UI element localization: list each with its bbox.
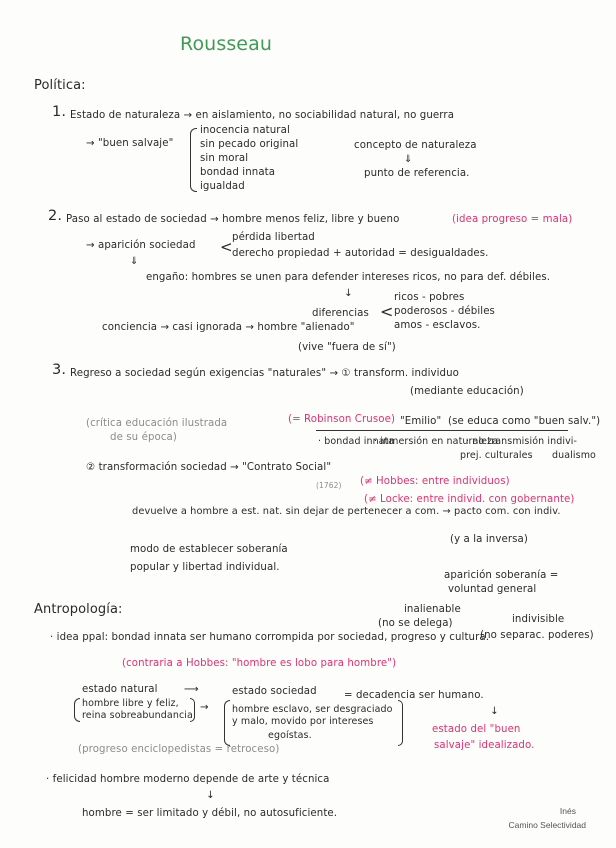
- item-number-3: 3.: [52, 362, 67, 378]
- no-separac-poderes: (no separac. poderes): [480, 630, 594, 641]
- year-label: (1762): [316, 481, 342, 490]
- down-arrow-icon: ↓: [344, 288, 353, 299]
- hobbes-note: (≠ Hobbes: entre individuos): [360, 476, 510, 487]
- mediante-educacion: (mediante educación): [410, 386, 524, 397]
- down-arrow-icon: ⇓: [404, 154, 413, 165]
- item-number-2: 2.: [48, 208, 63, 224]
- bracket-line: [316, 430, 568, 431]
- list-item: inocencia natural: [200, 125, 290, 136]
- derecho-propiedad: derecho propiedad + autoridad = desigualdades.: [232, 248, 489, 259]
- down-arrow-icon: ↓: [206, 790, 215, 801]
- hombre-libre: hombre libre y feliz,: [82, 698, 179, 709]
- angle-bracket-icon: <: [380, 302, 394, 321]
- paso-sociedad-text: Paso al estado de sociedad → hombre menos feliz, libre y bueno: [66, 214, 400, 225]
- left-bracket: [224, 700, 230, 746]
- right-bracket: [190, 698, 195, 722]
- conciencia-text: conciencia → casi ignorada → hombre "alienado": [102, 322, 355, 333]
- idea-progreso-mala: (idea progreso = mala): [452, 214, 573, 225]
- down-arrow-icon: ↓: [490, 706, 499, 717]
- estado-natural: estado natural: [82, 684, 158, 695]
- emilio-title: "Emilio": [400, 416, 442, 427]
- critica-educacion-2: de su época): [110, 432, 177, 443]
- hombre-limitado: hombre = ser limitado y débil, no autosuficiente.: [82, 808, 338, 819]
- engano-text: engaño: hombres se unen para defender intereses ricos, no para def. débiles.: [146, 272, 551, 283]
- left-bracket: [74, 698, 80, 722]
- reina-sobreabundancia: reina sobreabundancia: [82, 710, 193, 721]
- list-item: sin pecado original: [200, 139, 299, 150]
- diferencias-label: diferencias: [312, 308, 369, 319]
- angle-bracket-icon: <: [220, 238, 233, 256]
- list-item: · inmersión en naturaleza: [374, 436, 499, 447]
- y-malo: y malo, movido por intereses: [232, 716, 374, 727]
- contraria-hobbes: (contraria a Hobbes: "hombre es lobo para hombre"): [122, 658, 397, 669]
- voluntad-general: voluntad general: [448, 584, 537, 595]
- decadencia-text: = decadencia ser humano.: [344, 690, 484, 701]
- buen-salvaje-label: → "buen salvaje": [86, 138, 174, 149]
- list-item: bondad innata: [200, 167, 276, 178]
- perdida-libertad: pérdida libertad: [232, 232, 315, 243]
- devuelve-text: devuelve a hombre a est. nat. sin dejar de pertenecer a com. → pacto com. con indiv.: [132, 506, 561, 517]
- estado-buen-salvaje: estado del "buen: [432, 724, 521, 735]
- punto-referencia: punto de referencia.: [364, 168, 470, 179]
- felicidad-text: · felicidad hombre moderno depende de arte y técnica: [46, 774, 330, 785]
- list-item: · bondad innata: [318, 436, 395, 447]
- list-item: dualismo: [552, 450, 596, 461]
- list-item: prej. culturales: [460, 450, 533, 461]
- aparicion-soberania: aparición soberanía =: [444, 570, 559, 581]
- brand-name: Camino Selectividad: [508, 820, 586, 830]
- item-number-1: 1.: [52, 104, 67, 120]
- author-name: Inés: [559, 806, 576, 816]
- modo-soberania: modo de establecer soberanía: [130, 544, 288, 555]
- critica-educacion: (crítica educación ilustrada: [86, 418, 228, 429]
- list-item: amos - esclavos.: [394, 320, 481, 331]
- indivisible: indivisible: [512, 614, 565, 625]
- section-heading-antropologia: Antropología:: [34, 602, 123, 617]
- list-item: ricos - pobres: [394, 292, 465, 303]
- list-item: poderosos - débiles: [394, 306, 495, 317]
- inversa-text: (y a la inversa): [450, 534, 528, 545]
- arrow-icon: →: [200, 702, 209, 713]
- list-item: · no transmisión indivi-: [466, 436, 578, 447]
- inalienable: inalienable: [404, 604, 461, 615]
- down-arrow-icon: ⇓: [130, 256, 139, 267]
- salvaje-idealizado: salvaje" idealizado.: [434, 740, 535, 751]
- emilio-note: (se educa como "buen salv."): [448, 416, 601, 427]
- locke-note: (≠ Locke: entre individ. con gobernante): [364, 494, 575, 505]
- concepto-naturaleza: concepto de naturaleza: [354, 140, 477, 151]
- vive-fuera: (vive "fuera de sí"): [298, 342, 396, 353]
- aparicion-sociedad: → aparición sociedad: [86, 240, 196, 251]
- estado-naturaleza-text: Estado de naturaleza → en aislamiento, no sociabilidad natural, no guerra: [70, 110, 455, 121]
- transformacion-sociedad: ② transformación sociedad → "Contrato Social": [86, 462, 332, 473]
- right-bracket: [398, 700, 403, 746]
- egoistas: egoístas.: [268, 730, 312, 741]
- regreso-sociedad-text: Regreso a sociedad según exigencias "naturales" → ① transform. individuo: [70, 368, 460, 379]
- progreso-enciclopedistas: (progreso enciclopedistas = retroceso): [78, 744, 280, 755]
- list-item: igualdad: [200, 181, 245, 192]
- arrow-icon: ⟶: [184, 684, 199, 695]
- robinson-crusoe: (= Robinson Crusoe): [288, 414, 396, 425]
- idea-principal: · idea ppal: bondad innata ser humano corrompida por sociedad, progreso y cultura.: [50, 632, 490, 643]
- list-item: sin moral: [200, 153, 249, 164]
- estado-sociedad: estado sociedad: [232, 686, 317, 697]
- hombre-esclavo: hombre esclavo, ser desgraciado: [232, 704, 393, 715]
- popular-libertad: popular y libertad individual.: [130, 562, 280, 573]
- left-brace: [190, 128, 197, 192]
- no-se-delega: (no se delega): [378, 618, 453, 629]
- page-title: Rousseau: [180, 33, 272, 55]
- section-heading-politica: Política:: [34, 78, 86, 93]
